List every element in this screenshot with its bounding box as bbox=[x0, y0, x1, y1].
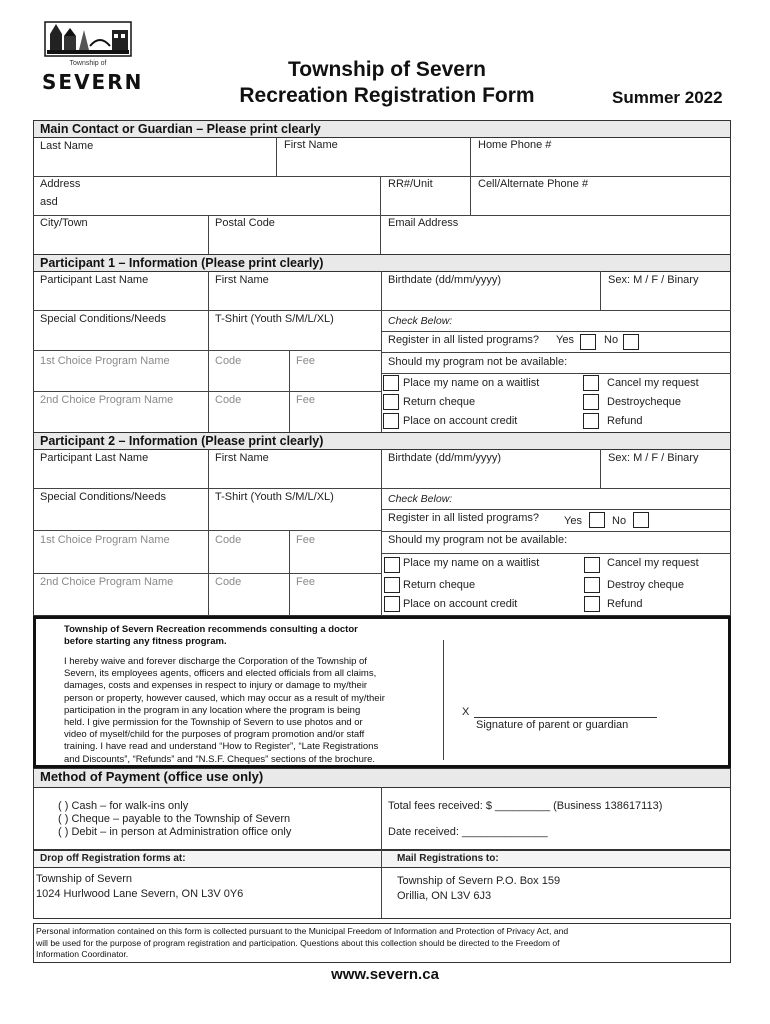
p2-return-cheque-checkbox[interactable] bbox=[384, 577, 400, 593]
payment-cash-option[interactable]: ( ) Cash – for walk-ins only bbox=[58, 800, 189, 812]
p2-birthdate-label: Birthdate (dd/mm/yyyy) bbox=[388, 452, 502, 464]
logo-illustration-icon bbox=[42, 16, 134, 58]
waiver-line: held. I give permission for the Township of Severn to use photos and or bbox=[64, 717, 363, 729]
p1-destroy-cheque-checkbox[interactable] bbox=[583, 394, 599, 410]
contact-address-input[interactable]: asd bbox=[40, 196, 58, 208]
p1-fee2-label: Fee bbox=[296, 394, 315, 406]
p1-account-credit-checkbox[interactable] bbox=[383, 413, 399, 429]
p1-choice1-label: 1st Choice Program Name bbox=[40, 355, 170, 367]
privacy-line: will be used for the purpose of program registration and participation. Questions about this collection should be directed to the Freedom of bbox=[36, 937, 560, 948]
p2-register-yes-checkbox[interactable] bbox=[589, 512, 605, 528]
p1-cancel-checkbox[interactable] bbox=[583, 375, 599, 391]
contact-city-label: City/Town bbox=[40, 217, 88, 229]
waiver-line: video of myself/child for the purposes of program promotion and/or staff bbox=[64, 729, 365, 741]
p2-return-cheque-label: Return cheque bbox=[403, 579, 476, 591]
p2-account-credit-checkbox[interactable] bbox=[384, 596, 400, 612]
dropoff-line1: Township of Severn bbox=[36, 873, 132, 885]
p2-sex-label: Sex: M / F / Binary bbox=[608, 452, 699, 464]
contact-cell-phone-label: Cell/Alternate Phone # bbox=[478, 178, 589, 190]
season-label: Summer 2022 bbox=[612, 88, 723, 107]
waiver-line: Severn, its employees agents, officers and elected officials from all claims, bbox=[64, 668, 377, 680]
p1-register-no-checkbox[interactable] bbox=[623, 334, 639, 350]
contact-postal-label: Postal Code bbox=[215, 217, 275, 229]
p1-cancel-label: Cancel my request bbox=[607, 377, 699, 389]
waiver-line: training. I have read and understand “How to Register”, “Late Registrations bbox=[64, 741, 379, 753]
waiver-line: participation in the program in any location where the program is being bbox=[64, 704, 361, 716]
p1-special-needs-label: Special Conditions/Needs bbox=[40, 313, 166, 325]
p1-register-yes-checkbox[interactable] bbox=[580, 334, 596, 350]
form-title-line1: Township of Severn bbox=[288, 58, 486, 81]
p1-tshirt-label: T-Shirt (Youth S/M/L/XL) bbox=[215, 313, 334, 325]
township-logo bbox=[42, 16, 144, 94]
p1-refund-label: Refund bbox=[607, 415, 643, 427]
contact-first-name-label: First Name bbox=[284, 139, 338, 151]
p2-register-all-label: Register in all listed programs? bbox=[388, 512, 540, 524]
p2-no-label: No bbox=[612, 515, 627, 527]
privacy-line: Personal information contained on this form is collected pursuant to the Municipal Freedom of Information and Protection of Privacy Act, and bbox=[36, 926, 569, 936]
p2-check-below-label: Check Below: bbox=[388, 493, 453, 505]
p2-choice2-label: 2nd Choice Program Name bbox=[40, 576, 174, 588]
p1-check-below-label: Check Below: bbox=[388, 315, 453, 327]
p1-sex-label: Sex: M / F / Binary bbox=[608, 274, 699, 286]
payment-section-header: Method of Payment (office use only) bbox=[33, 768, 731, 788]
p1-destroy-cheque-label: Destroycheque bbox=[607, 396, 681, 408]
p1-birthdate-label: Birthdate (dd/mm/yyyy) bbox=[388, 274, 502, 286]
mail-line1: Township of Severn P.O. Box 159 bbox=[397, 875, 561, 887]
date-received: Date received: ______________ bbox=[388, 826, 548, 838]
p1-register-all-label: Register in all listed programs? bbox=[388, 334, 540, 346]
p2-first-name-label: First Name bbox=[215, 452, 269, 464]
logo-township-of: Township of bbox=[69, 60, 107, 67]
p1-yes-label: Yes bbox=[556, 334, 574, 346]
mail-line2: Orillia, ON L3V 6J3 bbox=[397, 890, 492, 902]
p2-special-needs-label: Special Conditions/Needs bbox=[40, 491, 166, 503]
p1-return-cheque-label: Return cheque bbox=[403, 396, 476, 408]
p2-tshirt-label: T-Shirt (Youth S/M/L/XL) bbox=[215, 491, 334, 503]
waiver-line: damages, costs and expenses in respect to injury or damage to my/their bbox=[64, 680, 368, 692]
contact-home-phone-label: Home Phone # bbox=[478, 139, 552, 151]
contact-last-name-label: Last Name bbox=[40, 140, 94, 152]
p2-cancel-label: Cancel my request bbox=[607, 557, 699, 569]
p2-not-available-label: Should my program not be available: bbox=[388, 534, 568, 546]
p2-refund-checkbox[interactable] bbox=[584, 596, 600, 612]
p1-waitlist-checkbox[interactable] bbox=[383, 375, 399, 391]
website-link[interactable]: www.severn.ca bbox=[331, 966, 439, 983]
p1-return-cheque-checkbox[interactable] bbox=[383, 394, 399, 410]
p2-last-name-label: Participant Last Name bbox=[40, 452, 149, 464]
p1-waitlist-label: Place my name on a waitlist bbox=[403, 377, 540, 389]
p1-refund-checkbox[interactable] bbox=[583, 413, 599, 429]
contact-rr-unit-label: RR#/Unit bbox=[388, 178, 433, 190]
p2-waitlist-label: Place my name on a waitlist bbox=[403, 557, 540, 569]
contact-section-header: Main Contact or Guardian – Please print clearly bbox=[33, 120, 731, 138]
payment-debit-option[interactable]: ( ) Debit – in person at Administration office only bbox=[58, 826, 292, 838]
p2-account-credit-label: Place on account credit bbox=[403, 598, 518, 610]
p2-destroy-cheque-label: Destroy cheque bbox=[607, 579, 685, 591]
dropoff-heading: Drop off Registration forms at: bbox=[40, 853, 186, 864]
mail-heading: Mail Registrations to: bbox=[397, 853, 499, 864]
payment-cheque-option[interactable]: ( ) Cheque – payable to the Township of Severn bbox=[58, 813, 291, 825]
p2-fee2-label: Fee bbox=[296, 576, 315, 588]
p1-account-credit-label: Place on account credit bbox=[403, 415, 518, 427]
p2-waitlist-checkbox[interactable] bbox=[384, 557, 400, 573]
privacy-notice bbox=[36, 926, 728, 961]
p2-yes-label: Yes bbox=[564, 515, 582, 527]
waiver-line: I hereby waive and forever discharge the Corporation of the Township of bbox=[64, 656, 367, 667]
waiver-line: person or property, however caused, which may occur as a result of my/their bbox=[64, 692, 385, 704]
signature-label: Signature of parent or guardian bbox=[476, 719, 629, 731]
p2-cancel-checkbox[interactable] bbox=[584, 557, 600, 573]
contact-address-label: Address bbox=[40, 178, 81, 190]
p2-code1-label: Code bbox=[215, 534, 242, 546]
p1-fee1-label: Fee bbox=[296, 355, 315, 367]
signature-x-mark: X bbox=[462, 706, 470, 718]
p2-refund-label: Refund bbox=[607, 598, 643, 610]
waiver-heading-line2: before starting any fitness program. bbox=[64, 636, 227, 647]
p1-choice2-label: 2nd Choice Program Name bbox=[40, 394, 174, 406]
p2-register-no-checkbox[interactable] bbox=[633, 512, 649, 528]
p2-code2-label: Code bbox=[215, 576, 242, 588]
participant2-section-header: Participant 2 – Information (Please print clearly) bbox=[33, 432, 731, 450]
p1-not-available-label: Should my program not be available: bbox=[388, 356, 568, 368]
form-title-line2: Recreation Registration Form bbox=[239, 84, 535, 107]
participant1-section-header: Participant 1 – Information (Please print clearly) bbox=[33, 254, 731, 272]
waiver-heading-line1: Township of Severn Recreation recommends consulting a doctor bbox=[64, 624, 358, 635]
p2-destroy-cheque-checkbox[interactable] bbox=[584, 577, 600, 593]
p1-code1-label: Code bbox=[215, 355, 242, 367]
p1-code2-label: Code bbox=[215, 394, 242, 406]
p1-last-name-label: Participant Last Name bbox=[40, 274, 149, 286]
dropoff-line2: 1024 Hurlwood Lane Severn, ON L3V 0Y6 bbox=[36, 888, 244, 900]
signature-line[interactable] bbox=[474, 717, 657, 718]
waiver-line: and Discounts”, “Refunds” and “N.S.F. Cheques” sections of the brochure. bbox=[64, 753, 376, 765]
contact-email-label: Email Address bbox=[388, 217, 459, 229]
privacy-line: Information Coordinator. bbox=[36, 949, 129, 959]
p2-fee1-label: Fee bbox=[296, 534, 315, 546]
logo-name: SEVERN bbox=[42, 70, 144, 94]
contact-box bbox=[33, 137, 731, 255]
p1-first-name-label: First Name bbox=[215, 274, 269, 286]
p1-no-label: No bbox=[604, 334, 619, 346]
waiver-text bbox=[64, 656, 444, 766]
p2-choice1-label: 1st Choice Program Name bbox=[40, 534, 170, 546]
total-fees-received: Total fees received: $ _________ (Business 138617113) bbox=[388, 800, 663, 812]
